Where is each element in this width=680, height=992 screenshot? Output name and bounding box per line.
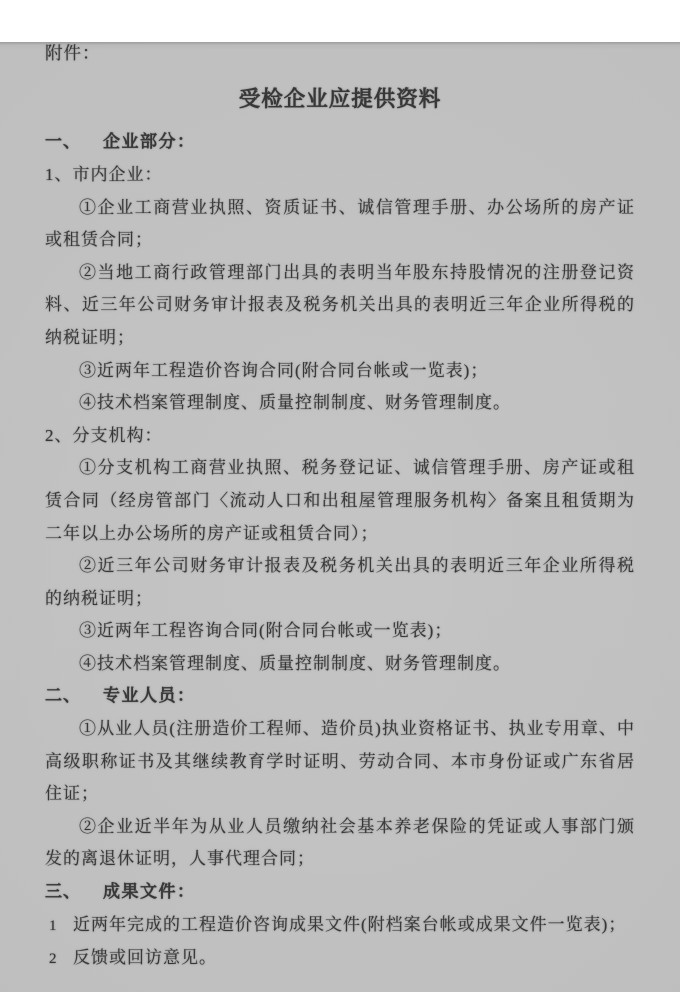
requirement-item: ②企业近半年为从业人员缴纳社会基本养老保险的凭证或人事部门颁发的离退休证明，人事代理合同； bbox=[45, 816, 635, 869]
requirement-item: ①从业人员(注册造价工程师、造价员)执业资格证书、执业专用章、中高级职称证书及其继续教育学时证明、劳动合同、本市身份证或广东省居住证； bbox=[45, 719, 635, 804]
attachment-label: 附件： bbox=[45, 43, 101, 63]
section-title: 成果文件： bbox=[103, 882, 196, 902]
numbered-item bbox=[45, 909, 635, 943]
item-text: 近两年完成的工程造价咨询成果文件(附档案台帐或成果文件一览表)； bbox=[73, 914, 627, 934]
section-number: 二、 bbox=[45, 686, 81, 706]
section-heading-professionals bbox=[45, 680, 635, 713]
requirement-item: ②近三年公司财务审计报表及税务机关出具的表明近三年企业所得税的纳税证明； bbox=[45, 556, 635, 608]
section-title: 企业部分： bbox=[103, 132, 196, 152]
scanned-document-page bbox=[0, 42, 680, 992]
item-text: 反馈或回访意见。 bbox=[73, 948, 217, 968]
document-title: 受检企业应提供资料 bbox=[238, 87, 442, 111]
requirement-item: ①企业工商营业执照、资质证书、诚信管理手册、办公场所的房产证或租赁合同； bbox=[45, 197, 635, 250]
subsection-label-local-enterprise: 1、市内企业： bbox=[45, 164, 163, 184]
requirement-item: ③近两年工程咨询合同(附合同台帐或一览表)； bbox=[79, 621, 453, 641]
section-heading-enterprise bbox=[45, 126, 635, 159]
section-number: 一、 bbox=[45, 132, 81, 152]
numbered-item bbox=[45, 942, 635, 976]
requirement-item: ③近两年工程造价咨询合同(附合同台帐或一览表)； bbox=[79, 360, 489, 380]
section-number: 三、 bbox=[45, 882, 81, 902]
requirement-item: ①分支机构工商营业执照、税务登记证、诚信管理手册、房产证或租赁合同（经房管部门〈流动人口和出租屋管理服务机构〉备案且租赁期为二年以上办公场所的房产证或租赁合同）； bbox=[45, 458, 635, 543]
item-number: 1 bbox=[49, 917, 58, 934]
section-heading-deliverables bbox=[45, 876, 635, 909]
section-title: 专业人员： bbox=[103, 686, 196, 706]
item-number: 2 bbox=[49, 951, 58, 968]
requirement-item: ④技术档案管理制度、质量控制制度、财务管理制度。 bbox=[79, 393, 511, 413]
requirement-item: ④技术档案管理制度、质量控制制度、财务管理制度。 bbox=[79, 653, 511, 673]
document-body bbox=[45, 126, 635, 975]
subsection-label-branch: 2、分支机构： bbox=[45, 425, 163, 445]
requirement-item: ②当地工商行政管理部门出具的表明当年股东持股情况的注册登记资料、近三年公司财务审计报表及税务机关出具的表明近三年企业所得税的纳税证明； bbox=[45, 262, 635, 347]
